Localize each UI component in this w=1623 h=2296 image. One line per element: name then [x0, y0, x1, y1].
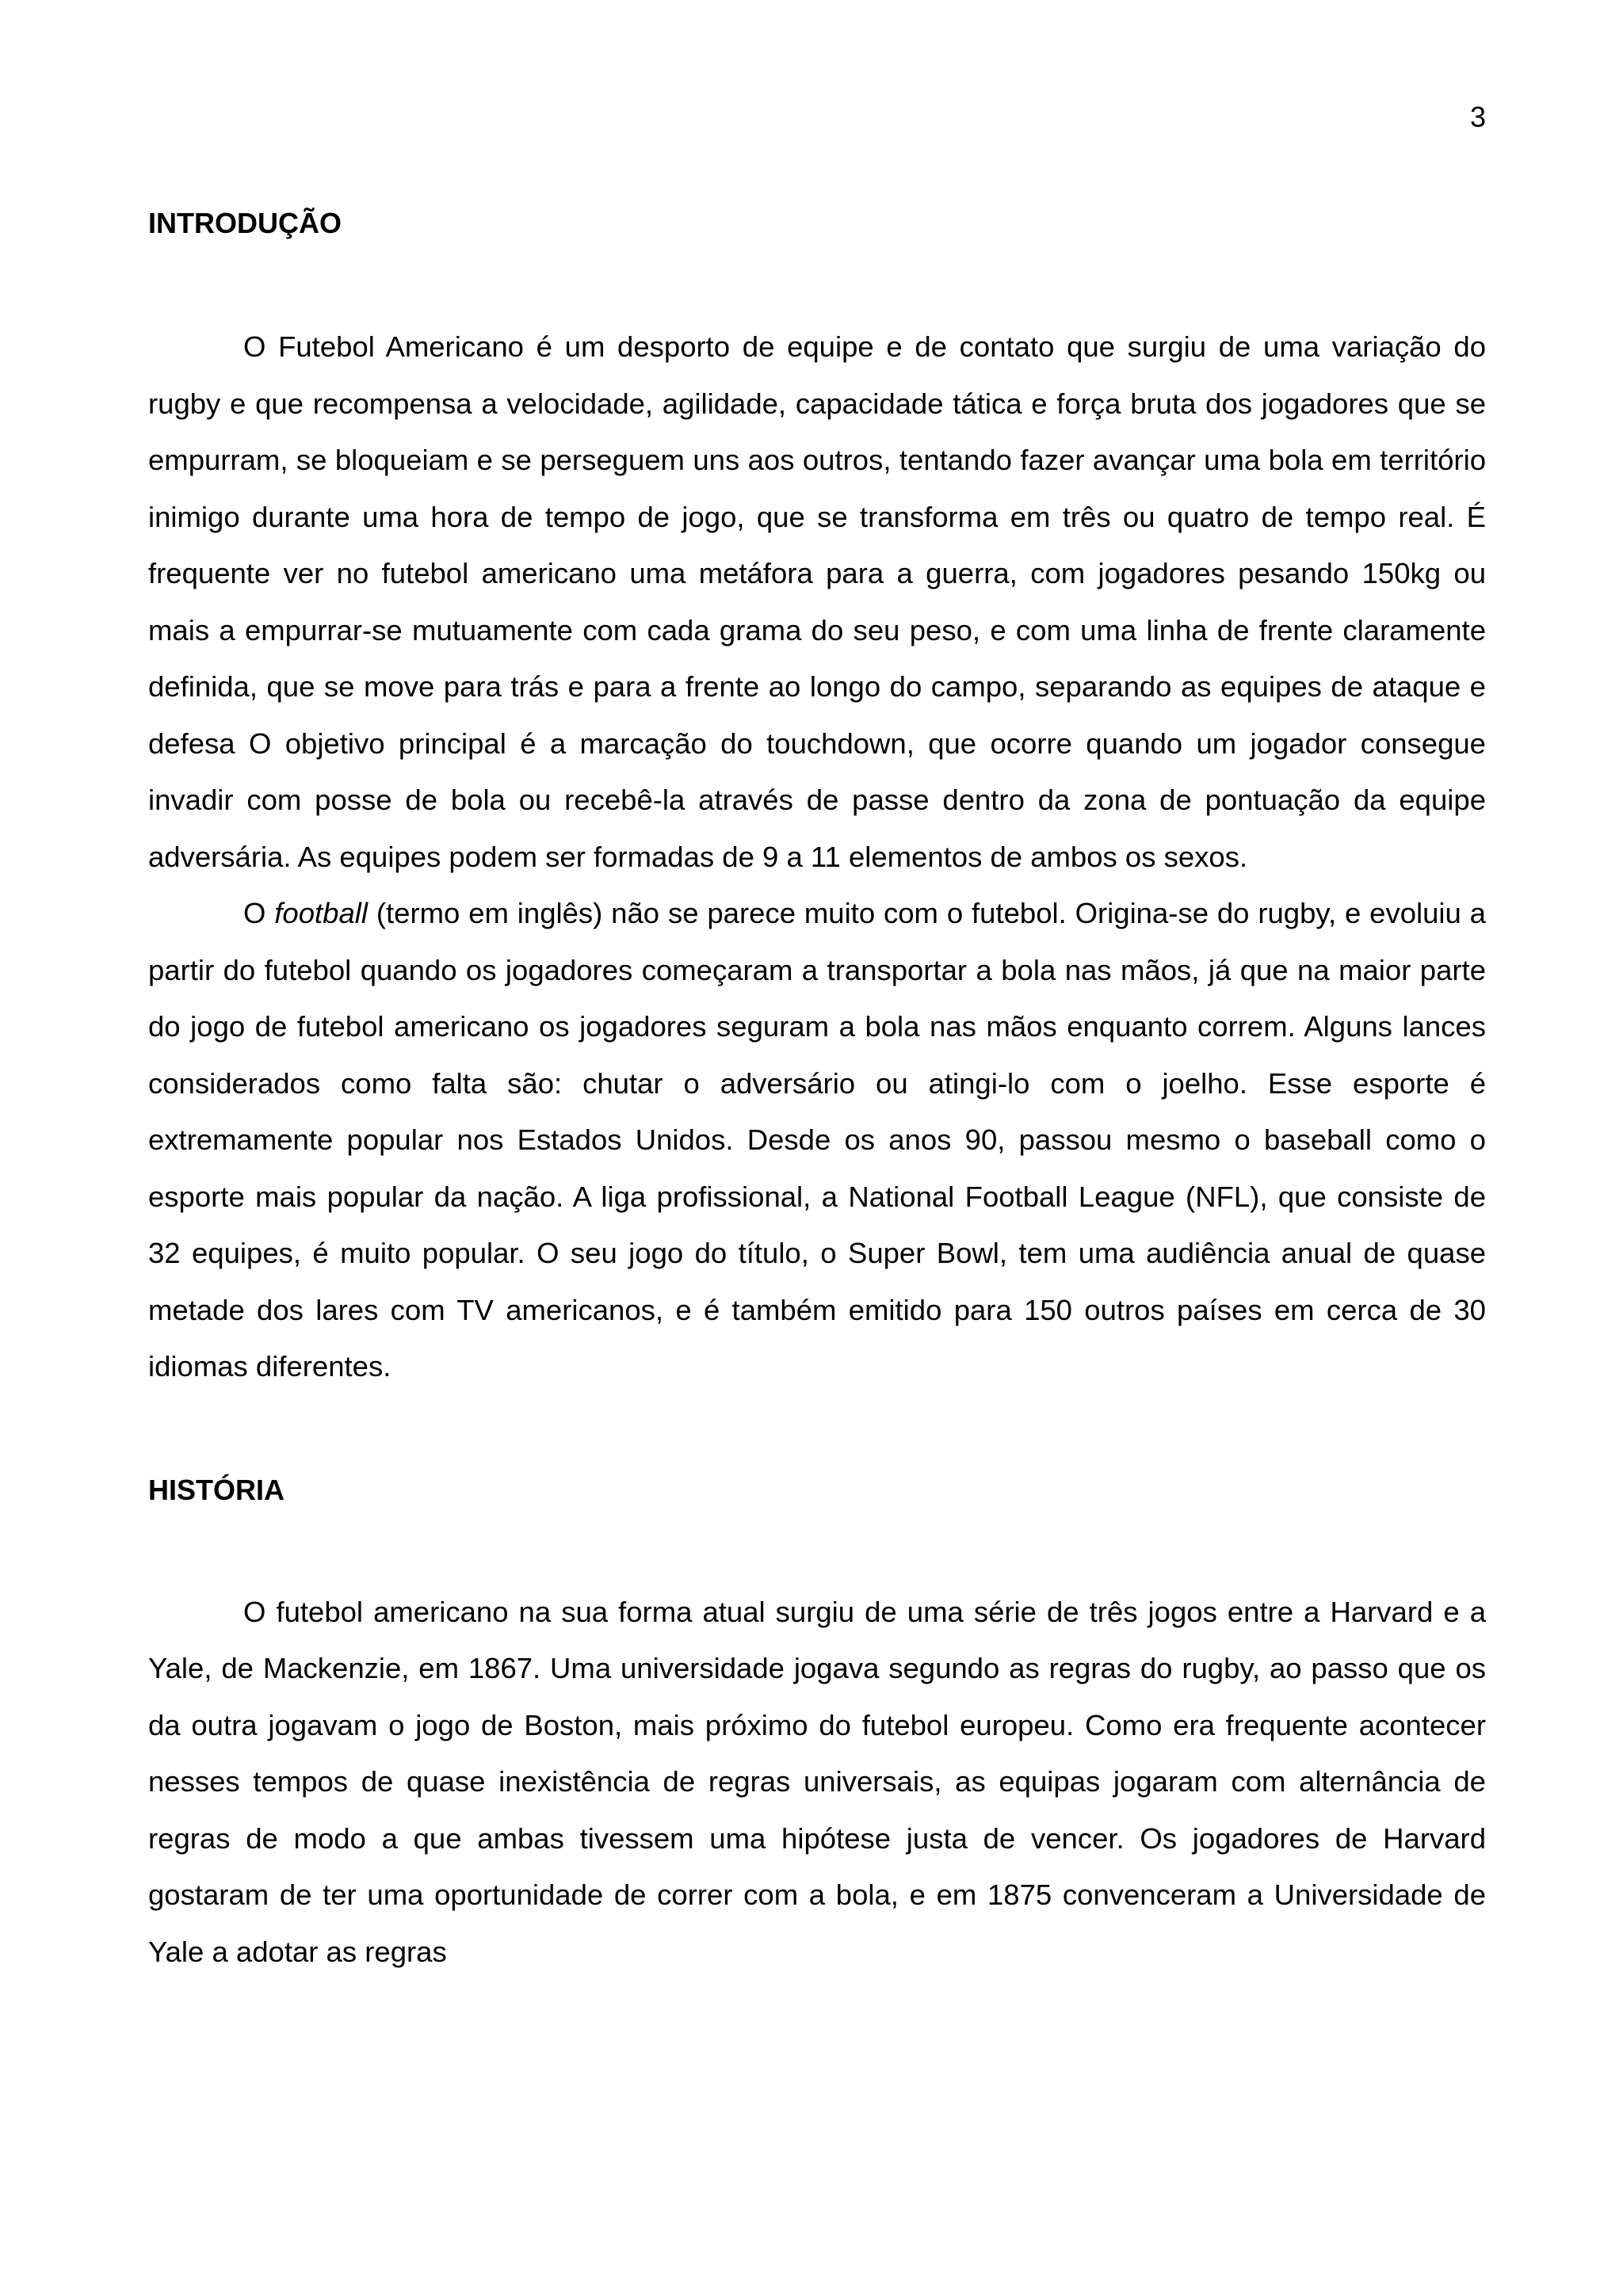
intro-paragraph-2 [148, 885, 1486, 1395]
section-heading-historia: HISTÓRIA [148, 1473, 285, 1506]
paragraph-prefix: O [243, 897, 275, 929]
spacer [148, 1509, 1486, 1584]
spacer [148, 1395, 1486, 1471]
intro-paragraph-1: O Futebol Americano é um desporto de equipe e de contato que surgiu de uma variação do rugby e que recompensa a velocidade, agilidade, capacidade tática e força bruta dos jogadores que se empurram, se bloqueiam e se perseguem uns aos outros, tentando fazer avançar uma bola em território inimigo durante uma hora de tempo de jogo, que se transforma em três ou quatro de tempo real. É frequente ver no futebol americano uma metáfora para a guerra, com jogadores pesando 150kg ou mais a empurrar-se mutuamente com cada grama do seu peso, e com uma linha de frente claramente definida, que se move para trás e para a frente ao longo do campo, separando as equipes de ataque e defesa O objetivo principal é a marcação do touchdown, que ocorre quando um jogador consegue invadir com posse de bola ou recebê-la através de passe dentro da zona de pontuação da equipe adversária. As equipes podem ser formadas de 9 a 11 elementos de ambos os sexos. [148, 330, 1486, 873]
paragraph-body: (termo em inglês) não se parece muito com o futebol. Origina-se do rugby, e evoluiu a partir do futebol quando os jogadores começaram a transportar a bola nas mãos, já que na maior parte do jogo de futebol americano os jogadores seguram a bola nas mãos enquanto correm. Alguns lances considerados como falta são: chutar o adversário ou atingi-lo com o joelho. Esse esporte é extremamente popular nos Estados Unidos. Desde os anos 90, passou mesmo o baseball como o esporte mais popular da nação. A liga profissional, a National Football League (NFL), que consiste de 32 equipes, é muito popular. O seu jogo do título, o Super Bowl, tem uma audiência anual de quase metade dos lares com TV americanos, e é também emitido para 150 outros países em cerca de 30 idiomas diferentes. [148, 897, 1486, 1383]
spacer [148, 242, 1486, 318]
section-heading-introducao: INTRODUÇÃO [148, 207, 342, 239]
page-content [148, 204, 1486, 1980]
italic-term-football: football [274, 897, 368, 929]
page-number: 3 [1469, 101, 1486, 133]
history-paragraph-1: O futebol americano na sua forma atual surgiu de uma série de três jogos entre a Harvard e a Yale, de Mackenzie, em 1867. Uma universidade jogava segundo as regras do rugby, ao passo que os da outra jogavam o jogo de Boston, mais próximo do futebol europeu. Como era frequente acontecer nesses tempos de quase inexistência de regras universais, as equipas jogaram com alternância de regras de modo a que ambas tivessem uma hipótese justa de vencer. Os jogadores de Harvard gostaram de ter uma oportunidade de correr com a bola, e em 1875 convenceram a Universidade de Yale a adotar as regras [148, 1595, 1486, 1968]
